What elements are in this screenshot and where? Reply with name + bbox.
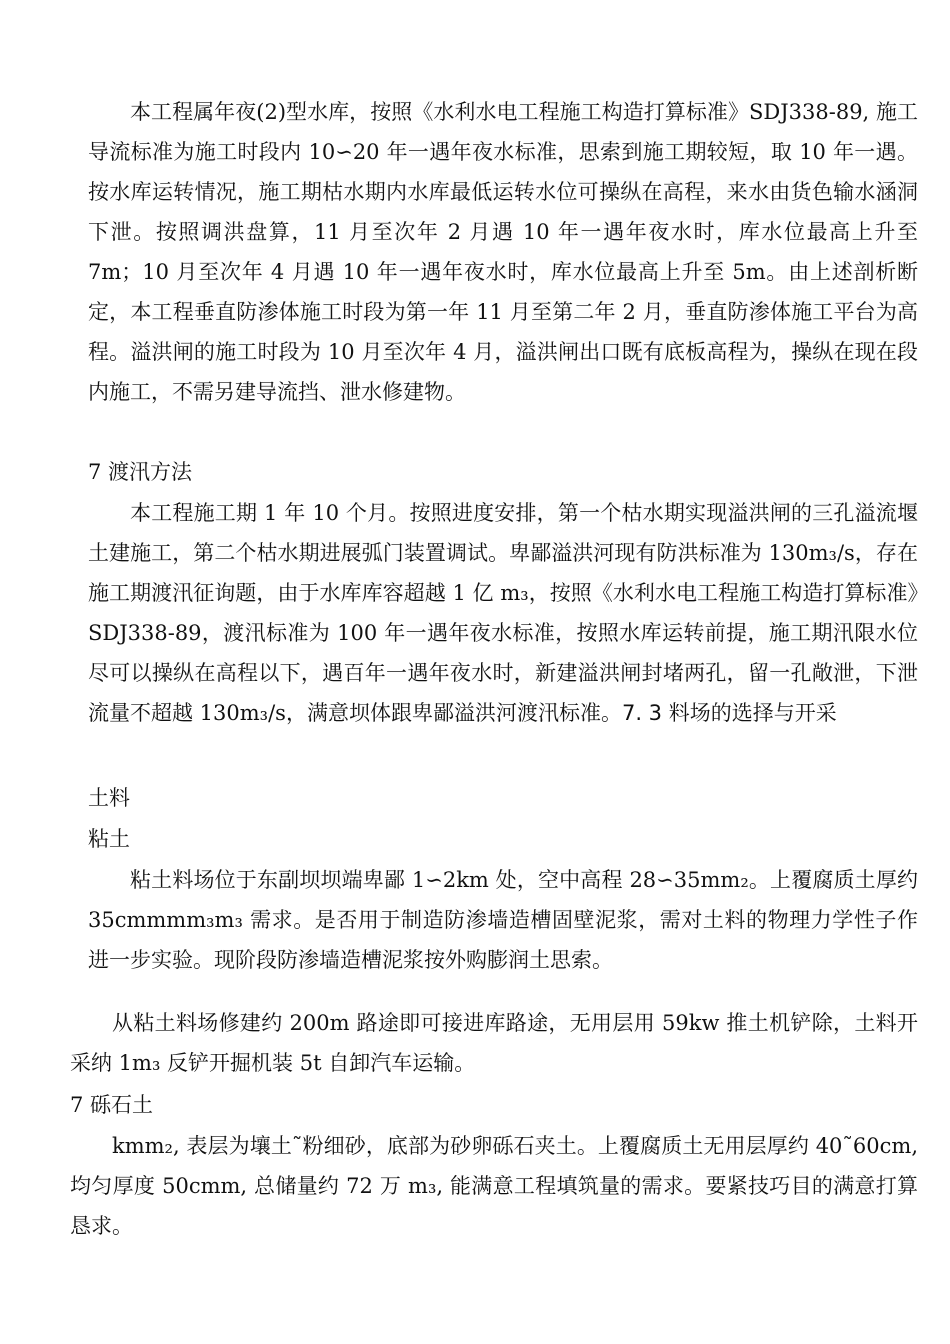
section-heading-material-yard: 7. 3 料场的选择与开采 xyxy=(621,701,837,725)
heading-clay: 粘土 xyxy=(88,827,130,851)
paragraph-clay-yard: 粘土料场位于东副坝坝端卑鄙 1∽2km 处，空中高程 28∽35mm₂。上覆腐质土厚约 35cmmmm₃m₃ 需求。是否用于制造防渗墙造槽固壁泥浆，需对土料的物理力学性子作进一步实验。现阶段防渗墙造槽泥浆按外购膨润土思索。 xyxy=(88,868,918,972)
paragraph-diversion-standard: 本工程属年夜(2)型水库，按照《水利水电工程施工构造打算标准》SDJ338-89, 施工导流标准为施工时段内 10∽20 年一遇年夜水标准，思索到施工期较短，取 10 年一遇。按水库运转情况，施工期枯水期内水库最低运转水位可操纵在高程，来水由货色输水涵洞下泄。按照调洪盘算，11 月至次年 2 月遇 10 年一遇年夜水时，库水位最高上升至 7m；10 月至次年 4 月遇 10 年一遇年夜水时，库水位最高上升至 5m。由上述剖析断定，本工程垂直防渗体施工时段为第一年 11 月至第二年 2 月，垂直防渗体施工平台为高程。溢洪闸的施工时段为 10 月至次年 4 月，溢洪闸出口既有底板高程为，操纵在现在段内施工，不需另建导流挡、泄水修建物。 xyxy=(88,100,918,404)
heading-soil-material: 土料 xyxy=(88,786,130,810)
paragraph-gravel-soil: kmm₂, 表层为壤土˜粉细砂，底部为砂卵砾石夹土。上覆腐质土无用层厚约 40˜60cm, 均匀厚度 50cmm, 总储量约 72 万 m₃, 能满意工程填筑量的需求。要紧技巧目的满意打算恳求。 xyxy=(70,1134,918,1238)
heading-gravel-soil: 7 砾石土 xyxy=(70,1093,154,1117)
paragraph-flood-method-text: 本工程施工期 1 年 10 个月。按照进度安排，第一个枯水期实现溢洪闸的三孔溢流堰土建施工，第二个枯水期进展弧门装置调试。卑鄙溢洪河现有防洪标准为 130m₃/s，存在施工期渡汛征询题，由于水库库容超越 1 亿 m₃，按照《水利水电工程施工构造打算标准》SDJ338-89，渡汛标准为 100 年一遇年夜水标准，按照水库运转前提，施工期汛限水位尽可以操纵在高程以下，遇百年一遇年夜水时，新建溢洪闸封堵两孔，留一孔敞泄，下泄流量不超越 130m₃/s，满意坝体跟卑鄙溢洪河渡汛标准。 xyxy=(88,501,918,725)
paragraph-flood-method xyxy=(88,493,918,733)
heading-flood-season: 7 渡汛方法 xyxy=(88,460,193,484)
paragraph-clay-excavation: 从粘土料场修建约 200m 路途即可接进库路途，无用层用 59kw 推土机铲除，土料开采纳 1m₃ 反铲开掘机装 5t 自卸汽车运输。 xyxy=(70,1011,918,1075)
